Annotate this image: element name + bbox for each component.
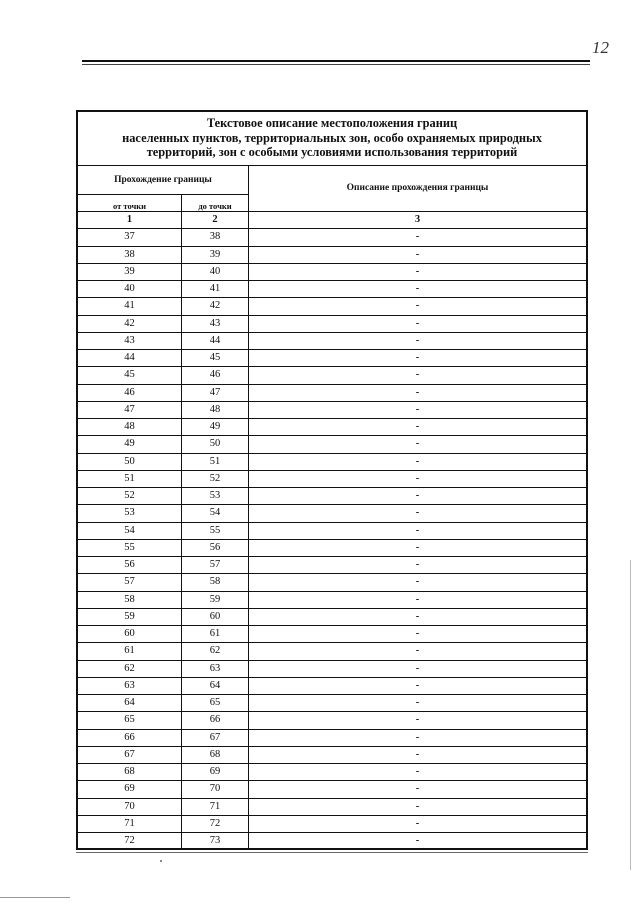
table-row xyxy=(78,419,586,436)
cell-description: - xyxy=(415,748,420,760)
cell-description: - xyxy=(415,817,420,829)
cell-to-point: 42 xyxy=(182,298,249,314)
table-row xyxy=(78,333,586,350)
cell-description: - xyxy=(415,714,420,726)
cell-from-point: 38 xyxy=(78,247,182,263)
cell-description: - xyxy=(415,231,420,243)
cell-to-point: 51 xyxy=(182,454,249,470)
cell-to-point: 44 xyxy=(182,333,249,349)
table-body xyxy=(78,212,586,850)
cell-from-point: 37 xyxy=(78,229,182,245)
table-row xyxy=(78,540,586,557)
cell-description: - xyxy=(415,334,420,346)
cell-from-point: 64 xyxy=(78,695,182,711)
cell-from-point: 42 xyxy=(78,316,182,332)
cell-from-point: 49 xyxy=(78,436,182,452)
cell-from-point: 66 xyxy=(78,730,182,746)
cell-to-point: 59 xyxy=(182,592,249,608)
table-row xyxy=(78,229,586,246)
cell-description: - xyxy=(415,645,420,657)
table-row xyxy=(78,298,586,315)
cell-from-point: 69 xyxy=(78,781,182,797)
cell-to-point: 68 xyxy=(182,747,249,763)
column-number-3: 3 xyxy=(414,214,421,225)
cell-description: - xyxy=(415,317,420,329)
table-row xyxy=(78,730,586,747)
table-row xyxy=(78,523,586,540)
header-description: Описание прохождения границы xyxy=(346,183,489,193)
table-row xyxy=(78,385,586,402)
cell-to-point: 69 xyxy=(182,764,249,780)
cell-description: - xyxy=(415,766,420,777)
cell-description: - xyxy=(415,455,420,467)
header-subcolumns xyxy=(78,195,248,211)
cell-from-point: 40 xyxy=(78,281,182,297)
table-row xyxy=(78,678,586,695)
cell-to-point: 38 xyxy=(182,229,249,245)
table-row xyxy=(78,367,586,384)
boundary-table xyxy=(76,110,588,850)
cell-to-point: 40 xyxy=(182,264,249,280)
cell-description: - xyxy=(415,248,420,260)
cell-to-point: 63 xyxy=(182,661,249,677)
table-title-line-3: территорий, зон с особыми условиями использования территорий xyxy=(146,145,518,159)
table-row xyxy=(78,436,586,453)
table-row xyxy=(78,488,586,505)
table-header xyxy=(78,166,586,212)
cell-description: - xyxy=(415,403,420,415)
cell-description: - xyxy=(415,610,420,622)
column-number-2: 2 xyxy=(182,212,249,228)
header-to-point: до точки xyxy=(198,201,232,211)
cell-description: - xyxy=(415,593,420,605)
cell-description: - xyxy=(415,541,420,553)
cell-to-point: 56 xyxy=(182,540,249,556)
cell-from-point: 48 xyxy=(78,419,182,435)
cell-from-point: 70 xyxy=(78,799,182,815)
table-row xyxy=(78,264,586,281)
cell-from-point: 59 xyxy=(78,609,182,625)
cell-to-point: 54 xyxy=(182,505,249,521)
cell-description: - xyxy=(415,265,420,277)
cell-from-point: 47 xyxy=(78,402,182,418)
cell-from-point: 57 xyxy=(78,574,182,590)
cell-description: - xyxy=(415,800,420,812)
cell-to-point: 61 xyxy=(182,626,249,642)
cell-from-point: 56 xyxy=(78,557,182,573)
cell-to-point: 60 xyxy=(182,609,249,625)
cell-from-point: 65 xyxy=(78,712,182,728)
cell-description: - xyxy=(415,300,420,312)
cell-from-point: 63 xyxy=(78,678,182,694)
cell-to-point: 55 xyxy=(182,523,249,539)
cell-from-point: 41 xyxy=(78,298,182,314)
footer-mark xyxy=(0,897,70,898)
table-row xyxy=(78,350,586,367)
cell-from-point: 53 xyxy=(78,505,182,521)
table-row xyxy=(78,781,586,798)
cell-to-point: 53 xyxy=(182,488,249,504)
cell-from-point: 45 xyxy=(78,367,182,383)
cell-from-point: 50 xyxy=(78,454,182,470)
cell-to-point: 64 xyxy=(182,678,249,694)
cell-to-point: 57 xyxy=(182,557,249,573)
table-row xyxy=(78,712,586,729)
cell-from-point: 62 xyxy=(78,661,182,677)
table-row xyxy=(78,505,586,522)
cell-from-point: 71 xyxy=(78,816,182,832)
table-row xyxy=(78,833,586,850)
cell-to-point: 58 xyxy=(182,574,249,590)
table-row xyxy=(78,247,586,264)
cell-to-point: 41 xyxy=(182,281,249,297)
header-rule xyxy=(82,60,590,62)
cell-from-point: 39 xyxy=(78,264,182,280)
cell-to-point: 48 xyxy=(182,402,249,418)
table-row xyxy=(78,643,586,660)
cell-from-point: 54 xyxy=(78,523,182,539)
cell-description: - xyxy=(415,731,420,743)
table-row xyxy=(78,281,586,298)
cell-description: - xyxy=(415,662,420,674)
table-row xyxy=(78,592,586,609)
cell-from-point: 61 xyxy=(78,643,182,659)
cell-description: - xyxy=(415,438,420,450)
cell-to-point: 52 xyxy=(182,471,249,487)
cell-to-point: 50 xyxy=(182,436,249,452)
cell-to-point: 45 xyxy=(182,350,249,366)
cell-to-point: 73 xyxy=(182,833,249,850)
table-title-line-1: Текстовое описание местоположения границ xyxy=(206,116,458,130)
cell-from-point: 67 xyxy=(78,747,182,763)
cell-from-point: 60 xyxy=(78,626,182,642)
table-row xyxy=(78,695,586,712)
cell-description: - xyxy=(415,679,420,691)
table-row xyxy=(78,764,586,781)
cell-description: - xyxy=(415,352,420,363)
cell-from-point: 52 xyxy=(78,488,182,504)
table-row xyxy=(78,402,586,419)
table-row xyxy=(78,661,586,678)
table-bottom-rule xyxy=(76,852,588,853)
cell-description: - xyxy=(415,835,420,846)
cell-description: - xyxy=(415,783,420,795)
header-rule-thin xyxy=(82,64,590,65)
header-from-point: от точки xyxy=(78,195,182,211)
cell-from-point: 58 xyxy=(78,592,182,608)
table-row xyxy=(78,574,586,591)
header-boundary-group xyxy=(78,166,249,211)
cell-description: - xyxy=(415,421,420,432)
page-number: 12 xyxy=(592,38,609,57)
table-row xyxy=(78,316,586,333)
cell-to-point: 47 xyxy=(182,385,249,401)
cell-from-point: 68 xyxy=(78,764,182,780)
column-number-row xyxy=(78,212,586,229)
cell-to-point: 71 xyxy=(182,799,249,815)
header-boundary: Прохождение границы xyxy=(78,166,248,195)
table-row xyxy=(78,609,586,626)
table-row xyxy=(78,799,586,816)
cell-to-point: 39 xyxy=(182,247,249,263)
cell-description: - xyxy=(415,283,420,294)
column-number-1: 1 xyxy=(78,212,182,228)
cell-from-point: 46 xyxy=(78,385,182,401)
cell-description: - xyxy=(415,697,420,708)
cell-description: - xyxy=(415,507,420,519)
cell-from-point: 51 xyxy=(78,471,182,487)
cell-from-point: 72 xyxy=(78,833,182,850)
table-row xyxy=(78,747,586,764)
cell-description: - xyxy=(415,386,420,398)
cell-to-point: 62 xyxy=(182,643,249,659)
table-row xyxy=(78,471,586,488)
cell-to-point: 65 xyxy=(182,695,249,711)
cell-description: - xyxy=(415,628,420,639)
cell-from-point: 43 xyxy=(78,333,182,349)
scan-margin-line xyxy=(630,560,631,870)
cell-to-point: 43 xyxy=(182,316,249,332)
cell-from-point: 55 xyxy=(78,540,182,556)
table-row xyxy=(78,557,586,574)
cell-to-point: 70 xyxy=(182,781,249,797)
cell-description: - xyxy=(415,490,420,501)
cell-to-point: 66 xyxy=(182,712,249,728)
scan-speck xyxy=(160,860,162,862)
table-title-line-2: населенных пунктов, территориальных зон, особо охраняемых природных xyxy=(122,130,542,145)
cell-description: - xyxy=(415,369,420,381)
cell-to-point: 67 xyxy=(182,730,249,746)
cell-to-point: 46 xyxy=(182,367,249,383)
cell-description: - xyxy=(415,559,420,570)
cell-to-point: 49 xyxy=(182,419,249,435)
cell-from-point: 44 xyxy=(78,350,182,366)
table-row xyxy=(78,626,586,643)
table-title xyxy=(78,112,586,166)
cell-to-point: 72 xyxy=(182,816,249,832)
cell-description: - xyxy=(415,524,420,536)
cell-description: - xyxy=(415,576,420,588)
table-row xyxy=(78,454,586,471)
table-row xyxy=(78,816,586,833)
cell-description: - xyxy=(415,472,420,484)
